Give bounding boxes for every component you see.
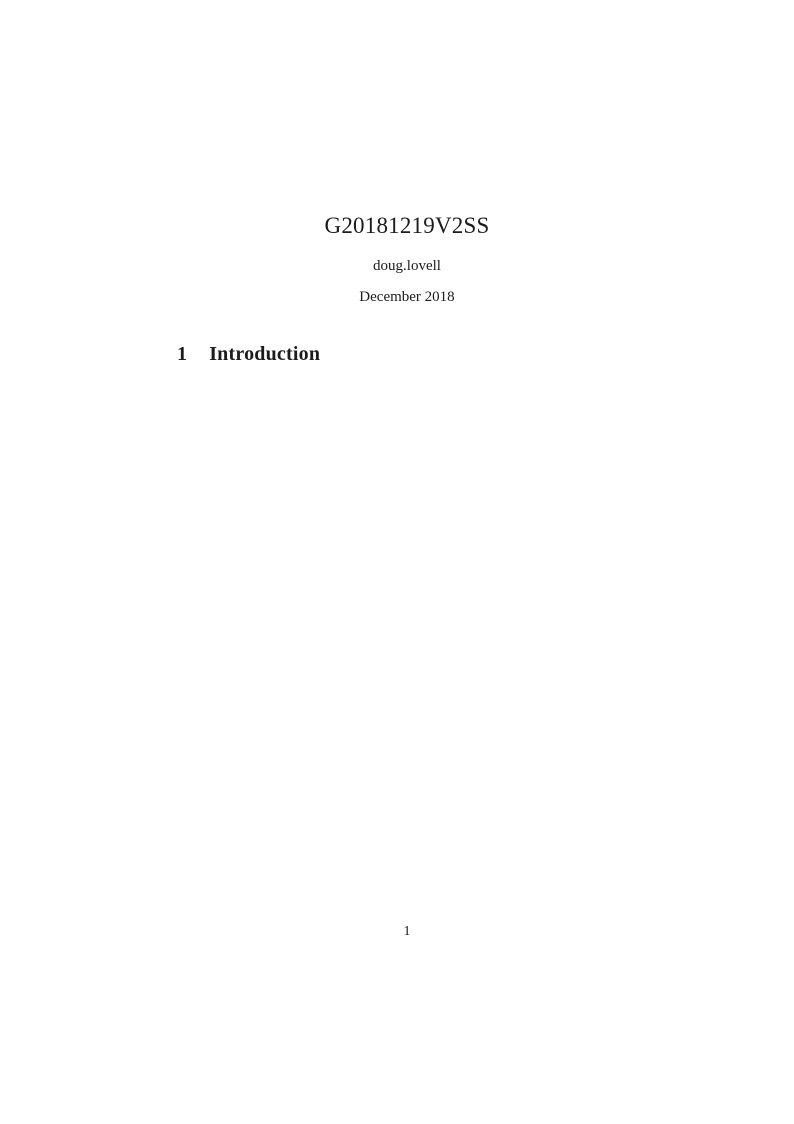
document-title: G20181219V2SS: [324, 213, 490, 238]
text-block: [177, 0, 637, 1124]
section-title: Introduction: [209, 343, 321, 365]
section-heading: [177, 343, 320, 366]
document-date: December 2018: [359, 289, 455, 305]
page-number: 1: [403, 924, 411, 939]
section-number: 1: [177, 343, 188, 365]
document-author: doug.lovell: [373, 258, 441, 274]
